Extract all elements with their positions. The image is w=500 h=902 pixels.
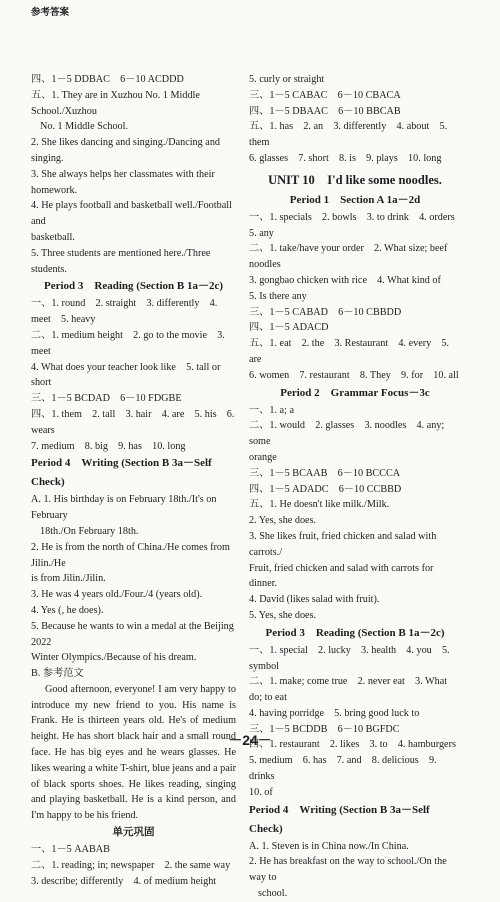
- right-column: [249, 72, 465, 902]
- answer-line: A. 1. His birthday is on February 18th./It's on February: [31, 494, 217, 522]
- section-title: 单元巩固: [112, 827, 155, 839]
- answer-line: 3. describe; differently 4. of medium height: [31, 875, 217, 887]
- model-essay: Good afternoon, everyone! I am very happy to introduce my new friend to you. His name is Frank. He is thirteen years old. He's of medium height. He has short black hair and a small round face. He has big eyes and he wears glasses. He likes wearing a white T-shirt, blue jeans and a pair of black sports shoes. He likes reading, singing and playing basketball. He is a kind person, and I'm happy to be his friend.: [31, 683, 236, 822]
- answer-line: 4. David (likes salad with fruit).: [249, 594, 380, 606]
- answer-line: Winter Olympics./Because of his dream.: [31, 652, 197, 664]
- answer-line: 5. Is there any: [249, 290, 307, 302]
- answer-line: 3. She always helps her classmates with their homework.: [31, 168, 215, 196]
- answer-line: 四、1－5 ADACD: [249, 322, 329, 334]
- answer-line: 五、1. He doesn't like milk./Milk.: [249, 499, 390, 511]
- section-title: Period 3 Reading (Section B 1a－2c): [43, 280, 224, 293]
- section-title: Period 1 Section A 1a－2d: [289, 193, 421, 206]
- answer-line: Fruit, fried chicken and salad with carrots for dinner.: [249, 562, 434, 590]
- section-title: Period 3 Reading (Section B 1a－2c): [265, 626, 445, 639]
- answer-line: 三、1－5 CABAD 6－10 CBBDD: [249, 306, 402, 318]
- answer-line: 5. medium 6. has 7. and 8. delicious 9. drinks: [249, 755, 437, 783]
- answer-line: 3. gongbao chicken with rice 4. What kind of: [249, 274, 441, 286]
- page-header: 参考答案: [31, 7, 70, 18]
- answer-line: 三、1－5 BCDAD 6－10 FDGBE: [31, 393, 182, 405]
- answer-line: 一、1－5 AABAB: [31, 844, 110, 856]
- answer-line: 10. of: [249, 786, 273, 798]
- answer-line: 一、1. specials 2. bowls 3. to drink 4. orders 5. any: [249, 211, 465, 239]
- answer-line: 一、1. a; a: [249, 404, 294, 416]
- answer-line: 3. He was 4 years old./Four./4 (years old).: [31, 589, 203, 601]
- answer-line: 7. medium 8. big 9. has 10. long: [31, 440, 186, 452]
- answer-line: 五、1. They are in Xuzhou No. 1 Middle School./Xuzhou: [31, 89, 200, 117]
- section-title: Period 4 Writing (Section B 3a－Self Check): [249, 803, 430, 835]
- answer-line: 3. She likes fruit, fried chicken and salad with carrots./: [249, 530, 437, 558]
- answer-line: is from Jilin./Jilin.: [31, 573, 106, 585]
- answer-line: 四、1. restaurant 2. likes 3. to 4. hamburgers: [249, 739, 456, 751]
- unit-title: UNIT 10 I'd like some noodles.: [268, 172, 442, 187]
- answer-line: 2. She likes dancing and singing./Dancing and singing.: [31, 137, 221, 164]
- answer-line: orange: [249, 451, 277, 463]
- answer-line: 二、1. make; come true 2. never eat 3. What do; to eat: [249, 676, 448, 704]
- answer-line: 一、1. special 2. lucky 3. health 4. you 5. symbol: [249, 644, 450, 672]
- answer-line: 5. Yes, she does.: [249, 609, 317, 621]
- answer-line: B. 参考范文: [31, 668, 84, 680]
- answer-line: 三、1－5 BCAAB 6－10 BCCCA: [249, 467, 401, 479]
- answer-line: 五、1. has 2. an 3. differently 4. about 5. them: [249, 121, 448, 149]
- answer-line: 四、1－5 DDBAC 6－10 ACDDD: [31, 74, 184, 85]
- answer-line: 四、1－5 ADADC 6－10 CCBBD: [249, 483, 402, 495]
- answer-line: 二、1. reading; in; newspaper 2. the same way: [31, 859, 231, 871]
- answer-line: 四、1. them 2. tall 3. hair 4. are 5. his 6. wears: [31, 408, 235, 436]
- answer-line: 二、1. take/have your order 2. What size; beef noodles: [249, 243, 448, 271]
- answer-line: 五、1. eat 2. the 3. Restaurant 4. every 5. are: [249, 338, 450, 365]
- answer-line: 2. He is from the north of China./He comes from Jilin./He: [31, 541, 230, 569]
- answer-line: 2. Yes, she does.: [249, 515, 317, 527]
- answer-line: 三、1－5 BCDDB 6－10 BGFDC: [249, 723, 400, 735]
- answer-line: 4. He plays football and basketball well./Football and: [31, 200, 232, 228]
- answer-line: 4. Yes (, he does).: [31, 604, 104, 616]
- section-title: Period 4 Writing (Section B 3a－Self Check): [31, 457, 212, 489]
- answer-line: school.: [258, 888, 288, 900]
- page-number: －24－: [228, 732, 272, 748]
- answer-line: 6. glasses 7. short 8. is 9. plays 10. long: [249, 152, 442, 164]
- answer-line: 4. having porridge 5. bring good luck to: [249, 707, 420, 719]
- answer-line: No. 1 Middle School.: [40, 121, 129, 133]
- answer-line: basketball.: [31, 231, 75, 243]
- answer-line: 5. Three students are mentioned here./Three students.: [31, 247, 211, 275]
- answer-line: 一、1. round 2. straight 3. differently 4. meet 5. heavy: [31, 298, 218, 326]
- answer-line: 二、1. would 2. glasses 3. noodles 4. any; some: [249, 420, 445, 448]
- answer-line: 4. What does your teacher look like 5. tall or short: [31, 361, 221, 389]
- answer-line: 四、1－5 DBAAC 6－10 BBCAB: [249, 105, 401, 117]
- answer-line: 5. Because he wants to win a medal at the Beijing 2022: [31, 620, 234, 648]
- answer-line: 6. women 7. restaurant 8. They 9. for 10. all: [249, 369, 459, 381]
- answer-line: 5. curly or straight: [249, 74, 325, 85]
- answer-line: 三、1－5 CABAC 6－10 CBACA: [249, 89, 401, 101]
- answer-line: A. 1. Steven is in China now./In China.: [249, 840, 409, 852]
- left-column: [31, 72, 236, 889]
- section-title: Period 2 Grammar Focus－3c: [280, 386, 430, 399]
- answer-line: 2. He has breakfast on the way to school./On the way to: [249, 856, 447, 884]
- answer-line: 18th./On February 18th.: [40, 525, 139, 537]
- answer-line: 二、1. medium height 2. go to the movie 3. meet: [31, 329, 225, 357]
